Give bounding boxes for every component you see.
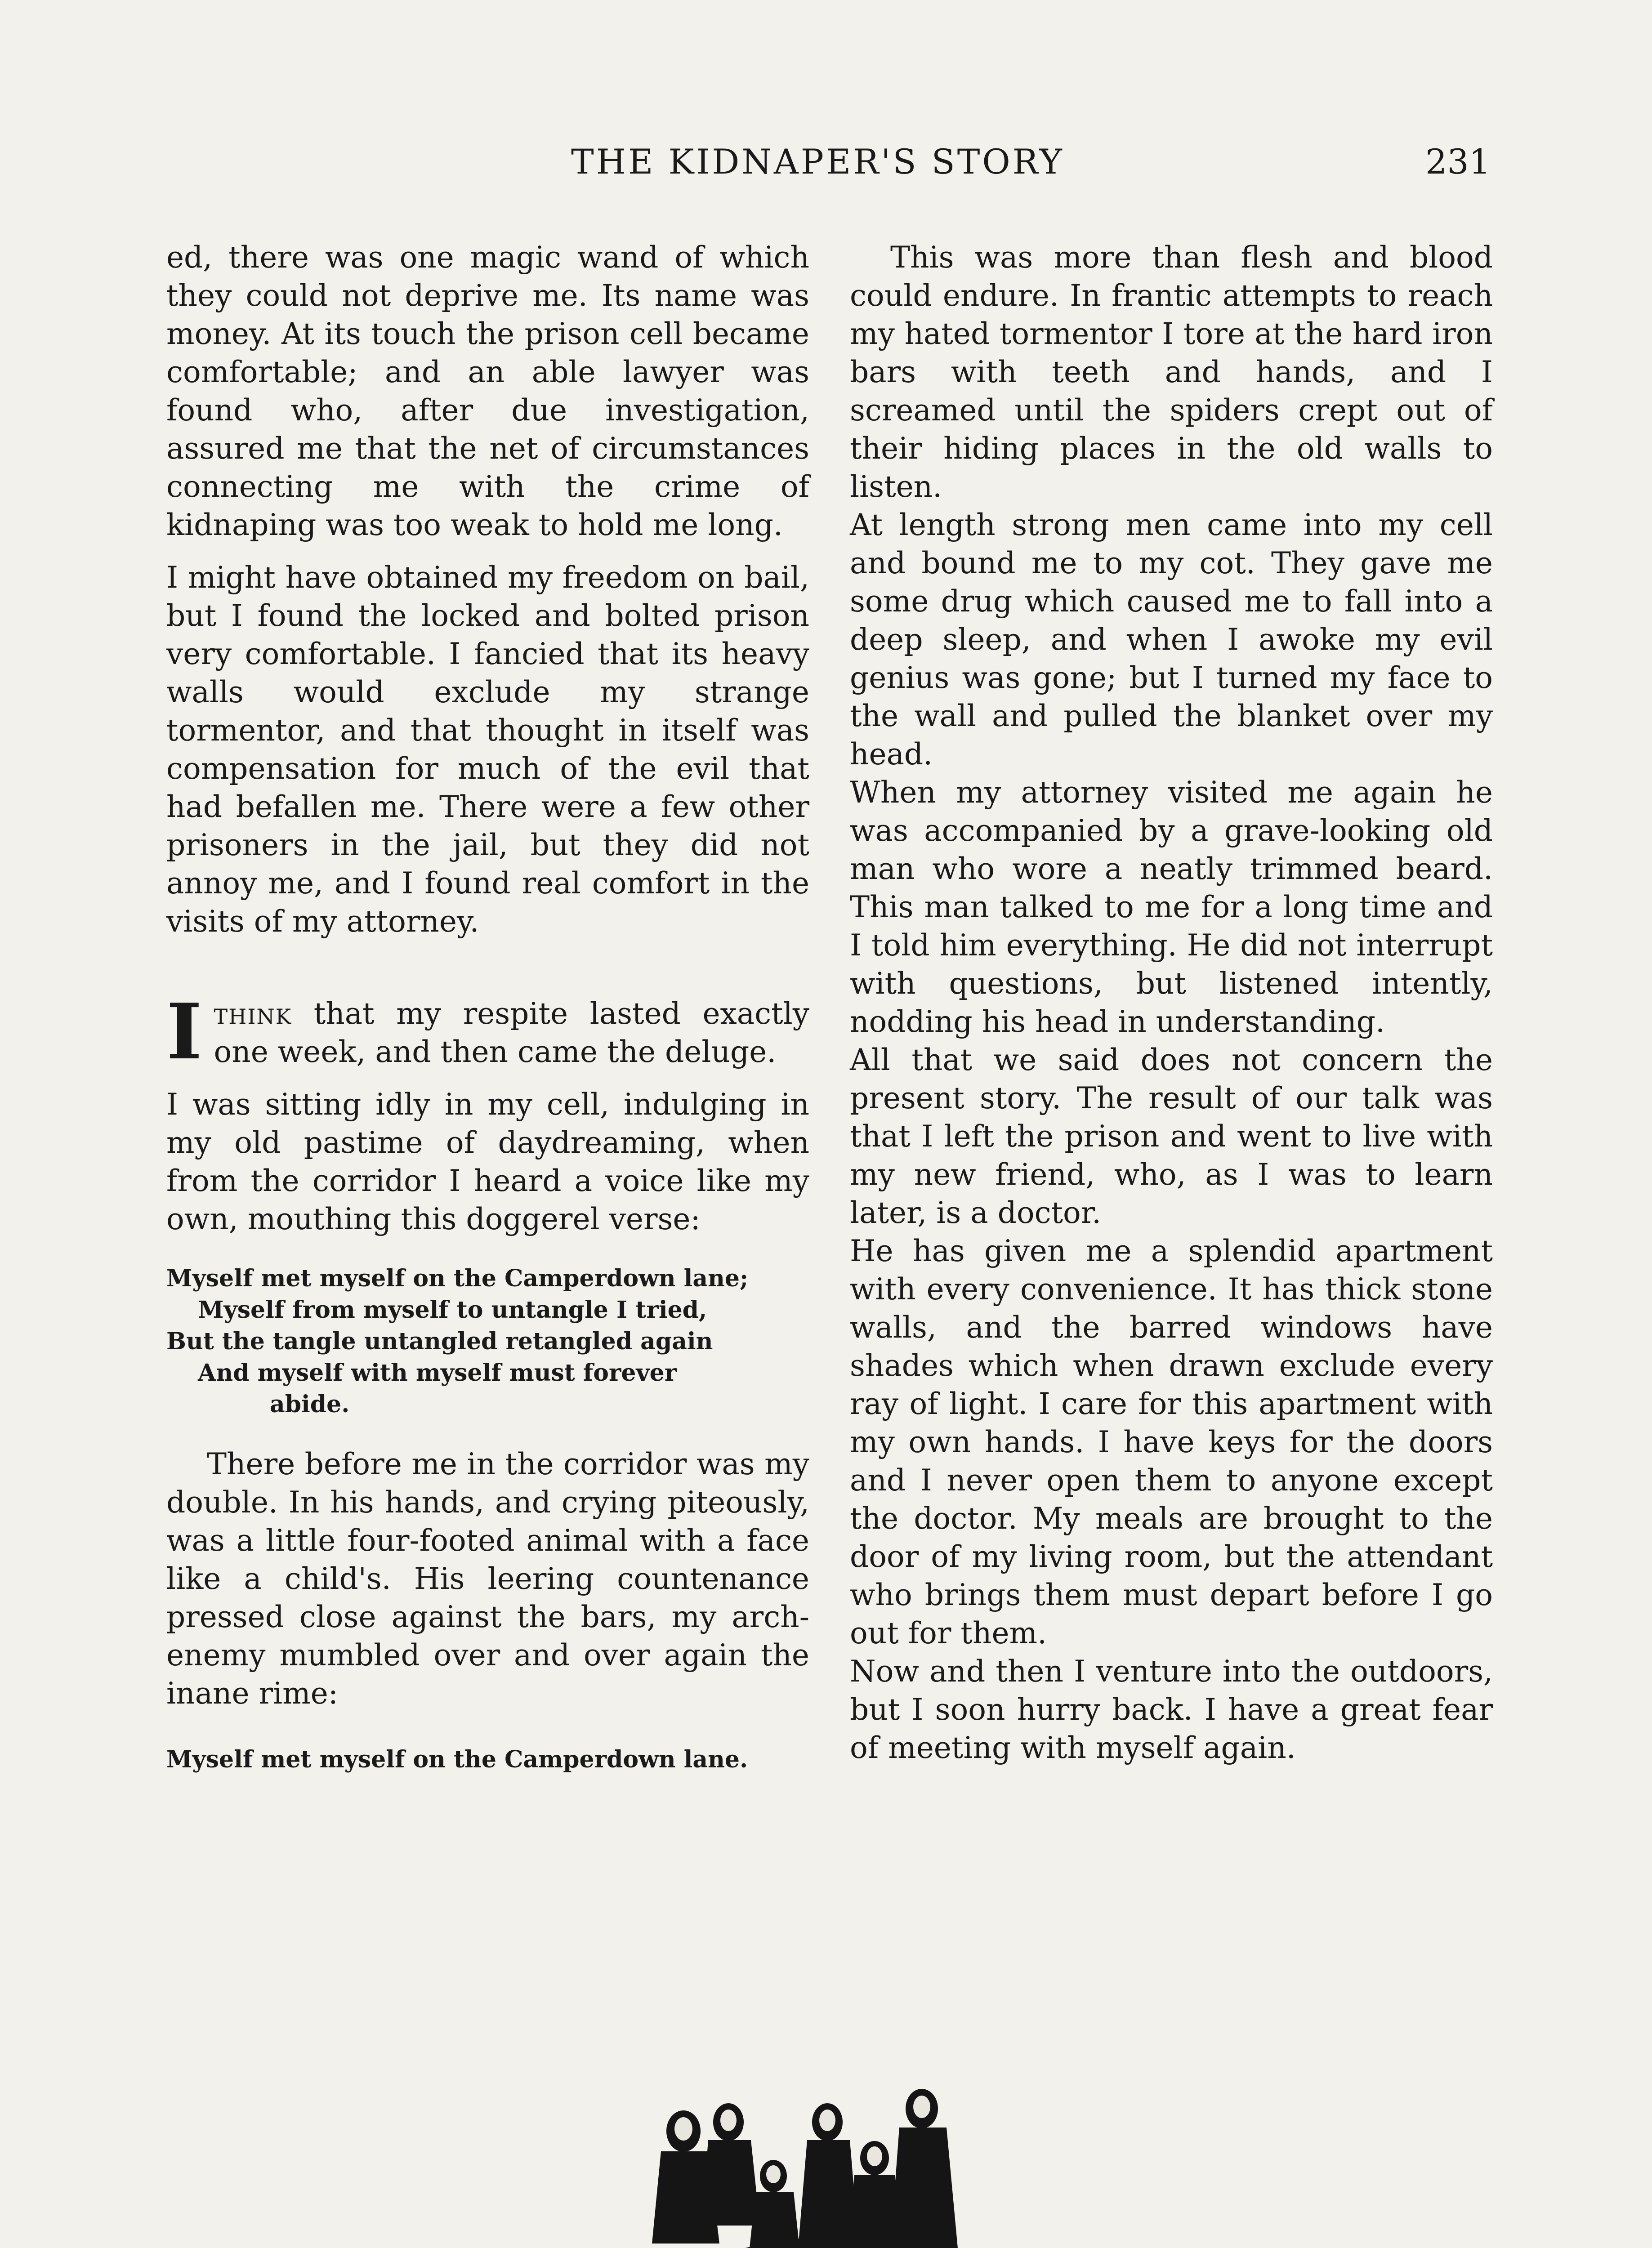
verse-block — [166, 1263, 809, 1420]
page-number: 231 — [1425, 142, 1491, 182]
right-column — [850, 238, 1493, 1969]
paragraph: All that we said does not concern the present story. The result of our talk was that I left the prison and went to live with my new friend, who, as I was to learn later, is a doctor. — [850, 1043, 1493, 1230]
drop-cap: I — [166, 987, 202, 1077]
paragraph: At length strong men came into my cell and bound me to my cot. They gave me some drug which caused me to fall into a deep sleep, and when I awoke my evil genius was gone; but I turned my face to the wall and pulled the blanket over my head. — [850, 508, 1493, 772]
verse-repeat-line: Myself met myself on the Camperdown lane. — [166, 1746, 748, 1773]
verse-line: abide. — [270, 1391, 350, 1418]
paragraph: This was more than flesh and blood could endure. In frantic attempts to reach my hated tormentor I tore at the hard iron bars with teeth and hands, and I screamed until the spiders crept out of their hiding places in the old walls to listen. — [850, 240, 1493, 504]
left-column — [166, 238, 809, 1969]
verse-line: Myself from myself to untangle I tried, — [198, 1296, 707, 1324]
verse-line: Myself met myself on the Camperdown lane; — [166, 1265, 749, 1292]
running-title: THE KIDNAPER'S STORY — [571, 142, 1064, 182]
paragraph: I might have obtained my freedom on bail, but I found the locked and bolted prison very comfortable. I fancied that its heavy walls would exclude my strange tormentor, and that thought in itself was compensation for much of the evil that had befallen me. There were a few other prisoners in the jail, but they did not annoy me, and I found real comfort in the visits of my attorney. — [166, 560, 809, 939]
paragraph: There before me in the corridor was my double. In his hands, and crying piteously, was a little four-footed animal with a face like a child's. His leering countenance pressed close against the bars, my arch-enemy mumbled over and over again the inane rime: — [166, 1447, 809, 1711]
paragraph: I was sitting idly in my cell, indulging in my old pastime of daydreaming, when from the corridor I heard a voice like my own, mouthing this doggerel verse: — [166, 1087, 809, 1236]
section-opening-paragraph — [166, 987, 809, 1077]
paragraph: ed, there was one magic wand of which they could not deprive me. Its name was money. At its touch the prison cell became comfortable; and an able lawyer was found who, after due investigation, assured me that the net of circumstances connecting me with the crime of kidnaping was too weak to hold me long. — [166, 240, 809, 542]
paragraph: He has given me a splendid apartment with every convenience. It has thick stone walls, and the barred windows have shades which when drawn exclude every ray of light. I care for this apartment with my own hands. I have keys for the doors and I never open them to anyone except the doctor. My meals are brought to the door of my living room, but the attendant who brings them must depart before I go out for them. — [850, 1234, 1493, 1650]
paragraph: Now and then I venture into the outdoors, but I soon hurry back. I have a great fear of meeting with myself again. — [850, 1654, 1493, 1765]
verse-line: And myself with myself must forever — [198, 1359, 677, 1387]
paragraph: When my attorney visited me again he was accompanied by a grave-looking old man who wore a neatly trimmed beard. This man talked to me for a long time and I told him everything. He did not interrupt with questions, but listened intently, nodding his head in understanding. — [850, 775, 1493, 1039]
running-head — [0, 142, 1652, 191]
section-text: that my respite lasted exactly one week, and then came the deluge. — [214, 996, 809, 1069]
group-of-figures-silhouette-icon — [166, 2032, 1484, 2248]
verse-line: But the tangle untangled retangled again — [166, 1328, 713, 1355]
small-caps-lead: think — [214, 996, 292, 1031]
